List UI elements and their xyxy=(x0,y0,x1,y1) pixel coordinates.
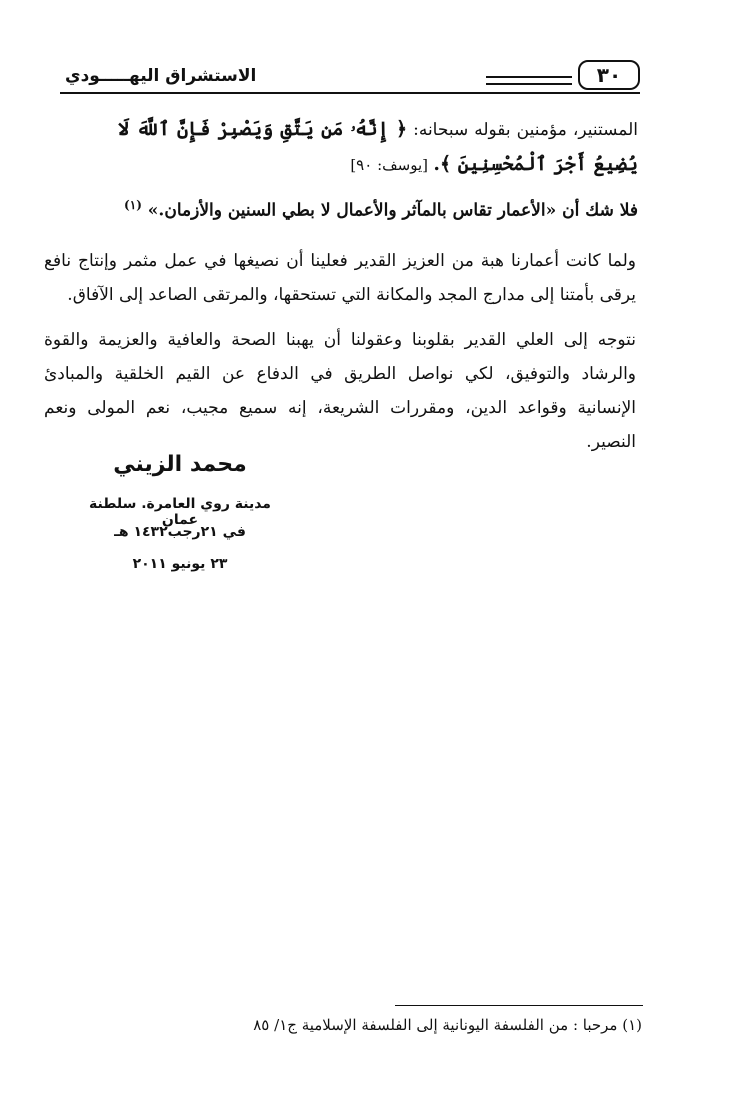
header-ornament-line xyxy=(486,83,572,85)
author-signature: محمد الزيني xyxy=(113,452,247,477)
footnote: (١) مرحبا : من الفلسفة اليونانية إلى الفلسفة الإسلامية ج١/ ٨٥ xyxy=(253,1016,642,1034)
header-ornament-line xyxy=(486,76,572,78)
footnote-rule xyxy=(395,1005,643,1006)
paragraph-prayer: نتوجه إلى العلي القدير بقلوبنا وعقولنا أن يهبنا الصحة والعافية والعزيمة والقوة والرشاد والتوفيق، لكي نواصل الطريق في الدفاع عن القيم الخلقية والمبادئ الإنسانية وقواعد الدين، ومقررات الشريعة، إنه سميع مجيب، نعم المولى ونعم النصير. xyxy=(44,330,636,452)
signature-hijri-date: في ٢١رجب١٤٣٢ هـ xyxy=(114,524,246,540)
paragraph-text: المستنير، مؤمنين بقوله سبحانه: xyxy=(413,120,638,140)
verse-reference: [يوسف: ٩٠] xyxy=(350,156,428,174)
page-number: ٣٠ xyxy=(578,60,640,90)
paragraph-lives: ولما كانت أعمارنا هبة من العزيز القدير فعلينا أن نصيغها في عمل مثمر وإنتاج نافع يرقى بأمتنا إلى مدارج المجد والمكانة التي تستحقها، والمرتقى الصاعد إلى الآفاق. xyxy=(44,251,636,305)
header-rule xyxy=(60,92,640,94)
signature-city: مدينة روي العامرة. سلطنة عمان xyxy=(89,496,271,528)
running-title: الاستشراق اليهـــــودي xyxy=(65,66,257,86)
paragraph-quote xyxy=(78,188,638,228)
paragraph-quran-verse xyxy=(118,112,638,182)
quran-verse: ﴿ إِنَّهُۥ مَن يَتَّقِ وَيَصْبِرْ فَإِنَّ ٱللَّهَ لَا يُضِيعُ أَجْرَ ٱلْمُحْسِنِينَ ﴾. xyxy=(118,118,638,175)
signature-gregorian-date: ٢٣ يونيو ٢٠١١ xyxy=(132,556,228,572)
footnote-marker: (١) xyxy=(124,198,142,212)
quote-text: فلا شك أن «الأعمار تقاس بالمآثر والأعمال لا بطي السنين والأزمان.» xyxy=(147,200,638,221)
